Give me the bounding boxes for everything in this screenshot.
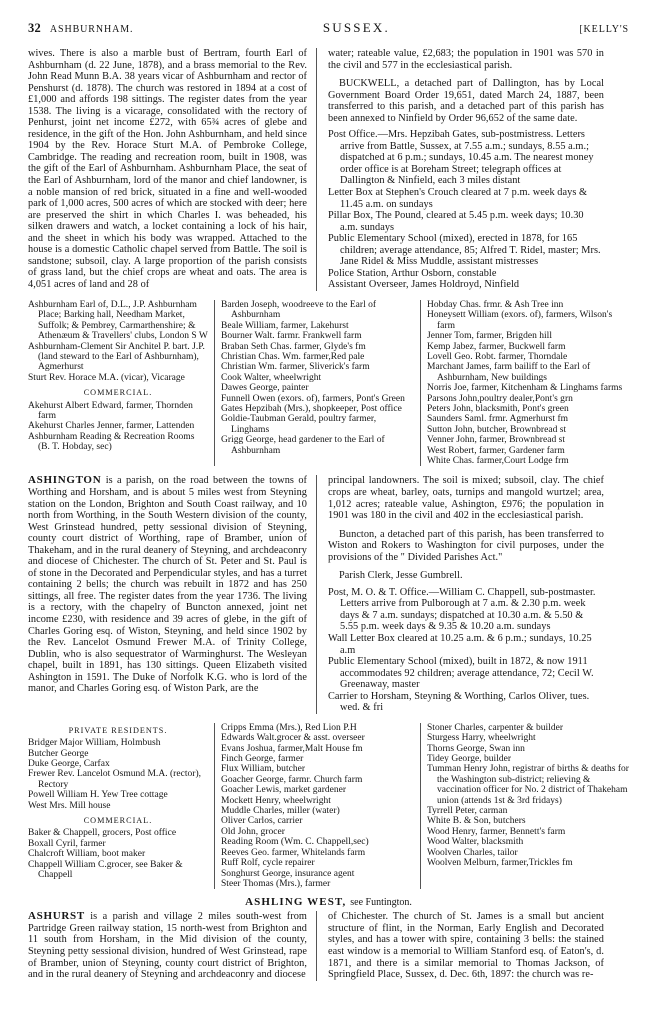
- list-item: Goldie-Taubman Gerald, poultry farmer, Linghams: [221, 414, 377, 435]
- ashburnham-directory-column-2: [214, 300, 420, 467]
- ashburnham-right-column: [316, 48, 604, 291]
- post-mo-t-office-entry: Post, M. O. & T. Office.—William C. Chappell, sub-postmaster. Letters arrive from Pulborough at 7 a.m. & 2.30 p.m. week days & 7 a.m. sundays; dispatched at 10.30 a.m. & 5.50 & 5.55 p.m. week days & 9.35 & 10.20 a.m. sundays: [328, 586, 596, 633]
- list-item: Marchant James, farm bailiff to the Earl of Ashburnham, New buildings: [427, 362, 591, 383]
- list-item: Bridger Major William, Holmbush: [28, 738, 161, 749]
- list-item: Oliver Carlos, carrier: [221, 816, 303, 827]
- school-entry: Public Elementary School (mixed), erected in 1878, for 165 children; average attendance, 85; Alfred T. Ridel, master; Mrs. Jane Ridel & Miss Muddle, assistant mistresses: [328, 233, 601, 268]
- ashurst-left-column: [28, 911, 316, 980]
- list-item: Evans Joshua, farmer,Malt House fm: [221, 743, 363, 754]
- carrier-entry: Carrier to Horsham, Steyning & Worthing, Carlos Oliver, tues. wed. & fri: [328, 690, 590, 714]
- list-item: Sutton John, butcher, Brownbread st: [427, 424, 567, 435]
- buncton-paragraph: Buncton, a detached part of this parish, has been transferred to Wiston and Rokers to Washington for civil purposes, under the provisions of the " Divided Parishes Act.": [328, 528, 604, 563]
- list-item: Hobday Chas. frmr. & Ash Tree inn: [427, 299, 564, 310]
- list-item: Parsons John,poultry dealer,Pont's grn: [427, 393, 573, 404]
- ashburnham-narrative: [28, 48, 629, 291]
- list-item: Sturt Rev. Horace M.A. (vicar), Vicarage: [28, 372, 185, 383]
- list-item: Stoner Charles, carpenter & builder: [427, 722, 564, 733]
- list-item: Muddle Charles, miller (water): [221, 806, 340, 817]
- running-head-right: [KELLY'S: [579, 24, 629, 35]
- list-item: Kemp Jabez, farmer, Buckwell farm: [427, 341, 566, 352]
- list-item: Mockett Henry, wheelwright: [221, 795, 331, 806]
- list-item: Dawes George, painter: [221, 383, 309, 394]
- ashurst-narrative: [28, 911, 629, 980]
- list-item: Chappell William C.grocer, see Baker & Chappell: [28, 859, 183, 881]
- list-item: Christian Chas. Wm. farmer,Red pale: [221, 351, 365, 362]
- running-head: [28, 20, 629, 36]
- ashington-directory: [28, 723, 629, 890]
- ashington-body: [28, 475, 307, 694]
- pillar-box-entry: Pillar Box, The Pound, cleared at 5.45 p.m. week days; 10.30 a.m. sundays: [328, 210, 584, 233]
- ashurst-body-text: is a parish and village 2 miles south-west from Partridge Green railway station, 15 north-west from Brighton and 11 south from Horsham, in the Mid division of the county, Steyning petty sessional division, hundred of West Grinstead, rape of Bramber, union of Steyning, county court district of Brighton, and in the rural deanery of Steyning and archdeaconry and diocese: [28, 911, 307, 981]
- list-item: Jenner Tom, farmer, Brigden hill: [427, 331, 552, 342]
- list-item: Christian Wm. farmer, Sliverick's farm: [221, 362, 370, 373]
- list-item: Ruff Rolf, cycle repairer: [221, 858, 315, 869]
- wall-letter-box-entry: Wall Letter Box cleared at 10.25 a.m. & 6 p.m.; sundays, 10.25 a.m: [328, 633, 592, 656]
- list-item: West Mrs. Mill house: [28, 800, 111, 811]
- list-item: Wood Walter, blacksmith: [427, 837, 524, 848]
- list-item: Woolven Charles, tailor: [427, 847, 518, 858]
- list-item: White Chas. farmer,Court Lodge frm: [427, 456, 569, 467]
- list-item: Lovell Geo. Robt. farmer, Thorndale: [427, 351, 568, 362]
- ashburnham-directory-column-1: [28, 300, 214, 467]
- ashburnham-left-column: [28, 48, 316, 290]
- list-item: Beale William, farmer, Lakehurst: [221, 320, 349, 331]
- police-station-entry: Police Station, Arthur Osborn, constable: [328, 267, 497, 279]
- list-item: Gates Hepzibah (Mrs.), shopkeeper, Post office: [221, 404, 402, 414]
- ashburnham-body-continued: wives. There is also a marble bust of Bertram, fourth Earl of Ashburnham (d. 22 June, 1878), and a brass memorial to the Rev. John Read Munn B.A. 38 years vicar of Ashburnham and rector of Penshurst (d. 1878). The church was restored in 1894 at a cost of £1,000 and affords 198 sittings. The register dates from the year 1538. The living is a vicarage, consolidated with the rectory of Penhurst, joint net income £272, with 65¾ acres of glebe and residence, in the gift of the Hon. John Ashburnham, and held since 1904 by the Rev. Horace Sturt M.A. of Pembroke College, Cambridge. The reading and recreation room, built in 1908, was the gift of the Earl of Ashburnham. Ashburnham Place, the seat of the Earl of Ashburnham, lord of the manor and chief landowner, is a noble mansion of red brick, situated in a fine and well-wooded park of 1,000 acres, 500 acres of which are stocked with deer; here are preserved the shirt in which Charles I. was beheaded, his silken drawers and watch, a locket containing a lock of his hair, and the sheet in which his body was wrapped. Attached to the house is a domestic Catholic chapel served from Battle. The soil is sandstone; subsoil, clay. A large proportion of the parish consists of grass land, but the chief crops are wheat and oats. The area is 4,051 acres of land and 28 of: [28, 48, 307, 290]
- ashburnham-body-tail: water; rateable value, £2,683; the population in 1901 was 570 in the civil and 577 in the ecclesiastical parish.: [328, 48, 604, 71]
- assistant-overseer-entry: Assistant Overseer, James Holdroyd, Ninfield: [328, 279, 520, 291]
- running-head-center: SUSSEX.: [322, 20, 390, 35]
- ashington-place-name: ASHINGTON: [28, 474, 102, 487]
- list-item: Honeysett William (exors. of), farmers, Wilson's farm: [427, 310, 613, 331]
- list-item: Steer Thomas (Mrs.), farmer: [221, 878, 331, 889]
- ashurst-body: [28, 911, 307, 980]
- list-item: Edwards Walt.grocer & asst. overseer: [221, 733, 365, 744]
- list-item: Powell William H. Yew Tree cottage: [28, 790, 168, 801]
- list-item: Saunders Saml. frmr. Agmerhurst fm: [427, 414, 569, 425]
- ashurst-right-column: [316, 911, 604, 980]
- list-item: Akehurst Albert Edward, farmer, Thornden farm: [28, 400, 193, 421]
- list-item: Venner John, farmer, Brownbread st: [427, 435, 566, 446]
- private-residents-subheading: PRIVATE RESIDENTS.: [68, 725, 168, 735]
- list-item: Flux William, butcher: [221, 764, 306, 775]
- buckwell-paragraph: BUCKWELL, a detached part of Dallington, has by Local Government Board Order 19,651, dated March 24, 1887, been transferred to this parish, and a detached part of this parish has been annexed to Ninfield by Order 96,652 of the same date.: [328, 78, 604, 124]
- list-item: Boxall Cyril, farmer: [28, 838, 106, 849]
- list-item: Funnell Owen (exors. of), farmers, Pont's Green: [221, 393, 405, 404]
- list-item: Butcher George: [28, 748, 89, 759]
- list-item: Frewer Rev. Lancelot Osmund M.A. (rector), Rectory: [28, 769, 202, 790]
- commercial-subheading: COMMERCIAL.: [83, 388, 153, 398]
- list-item: Bourner Walt. farmr. Frankwell farm: [221, 331, 362, 342]
- list-item: Chalcroft William, boot maker: [28, 849, 146, 860]
- list-item: Tumman Henry John, registrar of births & deaths for the Washington sub-district; relieving & vaccination officer for No. 2 district of Thakeham union (attends 1st & 3rd fridays): [427, 764, 629, 806]
- ashurst-place-name: ASHURST: [28, 910, 85, 923]
- ashburnham-directory-column-3: [420, 300, 629, 467]
- parish-clerk-line: Parish Clerk, Jesse Gumbrell.: [339, 570, 463, 582]
- ashington-directory-column-1: [28, 723, 214, 890]
- list-item: Goacher George, farmr. Church farm: [221, 774, 363, 785]
- list-item: Cook Walter, wheelwright: [221, 372, 322, 383]
- list-item: Reading Room (Wm. C. Chappell,sec): [221, 837, 369, 848]
- list-item: Wood Henry, farmer, Bennett's farm: [427, 826, 566, 837]
- list-item: Tidey George, builder: [427, 754, 512, 765]
- list-item: Reeves Geo. farmer, Whitelands farm: [221, 847, 366, 858]
- list-item: Ashburnham Reading & Recreation Rooms (B. T. Hobday, sec): [28, 431, 195, 453]
- list-item: Braban Seth Chas. farmer, Glyde's fm: [221, 341, 366, 352]
- list-item: White B. & Son, butchers: [427, 816, 526, 827]
- ashington-directory-column-3: [420, 723, 629, 890]
- page-number: 32: [28, 21, 41, 35]
- ashington-body-text: is a parish, on the road between the towns of Worthing and Horsham, and is about 5 miles west from Steyning station on the London, Brighton and South Coast railway, and 10 north from Worthing, in the South Western division of the county, West Grinstead hundred, petty sessional division of Steyning, county court district of Worthing, rape of Bramber, union of Thakeham, and in the rural deanery of Steyning, and archdeaconry and diocese of Chichester. The church of St. Peter and St. Paul is of stone in the Decorated and Perpendicular styles, and has a turret containing 2 bells; the church was rebuilt in 1872 and has 250 sittings, all free. The register dates from the year 1736. The living is a rectory, with the chapelry of Buncton annexed, joint net income £230, with residence and 39 acres of glebe, in the gift of Charles Goring esq. of Wiston, Steyning, and held since 1902 by the Rev. Lancelot Osmund Frewer M.A. of Trinity College, Dublin, who is also sequestrator of Warminghurst. The Wesleyan chapel, built in 1891, has 130 sittings. Queen Elizabeth visited Ashington in 1591. The Duke of Norfolk K.G. who is lord of the manor, and Charles Goring esq. of Wiston Park, are the: [28, 475, 307, 695]
- list-item: Barden Joseph, woodreeve to the Earl of Ashburnham: [221, 299, 377, 321]
- list-item: Ashburnham Earl of, D.L., J.P. Ashburnham Place; Barking hall, Needham Market, Suffolk; & Pembrey, Carmarthenshire; & Athenæum & Travellers' clubs, London S W: [28, 299, 208, 342]
- list-item: Thorns George, Swan inn: [427, 743, 525, 754]
- list-item: Sturgess Harry, wheelwright: [427, 733, 536, 744]
- list-item: Old John, grocer: [221, 826, 285, 837]
- ashington-right-column: [316, 475, 604, 713]
- list-item: Goacher Lewis, market gardener: [221, 785, 347, 796]
- list-item: West Robert, farmer, Gardener farm: [427, 445, 565, 456]
- list-item: Duke George, Carfax: [28, 759, 110, 770]
- ashburnham-directory: [28, 300, 629, 467]
- list-item: Grigg George, head gardener to the Earl of Ashburnham: [221, 435, 385, 456]
- commercial-subheading: COMMERCIAL.: [83, 816, 153, 826]
- list-item: Cripps Emma (Mrs.), Red Lion P.H: [221, 722, 357, 733]
- ashington-narrative: [28, 475, 629, 713]
- list-item: Peters John, blacksmith, Pont's green: [427, 404, 569, 414]
- ashling-west-see: see Funtington.: [350, 897, 412, 909]
- post-office-entry: Post Office.—Mrs. Hepzibah Gates, sub-postmistress. Letters arrive from Battle, Sussex, at 7.55 a.m.; sundays, 8.55 a.m.; dispatched at 6 p.m.; sundays, 10.45 a.m. The nearest money order office is at Boreham Street; telegraph offices at Dallington & Ninfield, each 3 miles distant: [328, 129, 594, 187]
- running-head-left: ASHBURNHAM.: [49, 24, 134, 35]
- ashurst-body-tail: of Chichester. The church of St. James is a small but ancient structure of flint, in the Norman, Early English and Decorated styles, and has a tower with spire, containing 3 bells: the stained east window is a memorial to William Stanford esq. of Eaton's, d. 1871, and there is a similar memorial to Thomas Jackson, of Springfield Place, Sussex, d. Dec. 6th, 1897: the church was re-: [328, 911, 604, 981]
- list-item: Ashburnham-Clement Sir Anchitel P. bart. J.P. (land steward to the Earl of Ashburnham), Agmerhurst: [28, 341, 205, 373]
- list-item: Tyrrell Peter, carman: [427, 806, 508, 817]
- ashington-left-column: [28, 475, 316, 694]
- list-item: Songhurst George, insurance agent: [221, 868, 355, 879]
- ashington-directory-column-2: [214, 723, 420, 890]
- list-item: Akehurst Charles Jenner, farmer, Lattenden: [28, 421, 195, 432]
- ashington-body-tail: principal landowners. The soil is mixed; subsoil, clay. The chief crops are wheat, barley, oats, turnips and mangold wurtzel; area, 1,012 acres; rateable value, Ashington, £976; the population in 1901 was 180 in the civil and 402 in the ecclesiastical parish.: [328, 475, 604, 522]
- ashling-west-name: ASHLING WEST,: [245, 896, 347, 909]
- list-item: Norris Joe, farmer, Kitchenham & Linghams farms: [427, 383, 623, 394]
- list-item: Baker & Chappell, grocers, Post office: [28, 828, 177, 839]
- letter-box-entry: Letter Box at Stephen's Crouch cleared at 7 p.m. week days & 11.45 a.m. on sundays: [328, 187, 588, 210]
- school-entry: Public Elementary School (mixed), built in 1872, & now 1911 accommodates 92 children; average attendance, 72; Cecil W. Greenaway, master: [328, 656, 594, 691]
- list-item: Woolven Melburn, farmer,Trickles fm: [427, 858, 573, 869]
- ashling-west-crossref: [28, 896, 629, 908]
- list-item: Finch George, farmer: [221, 754, 304, 765]
